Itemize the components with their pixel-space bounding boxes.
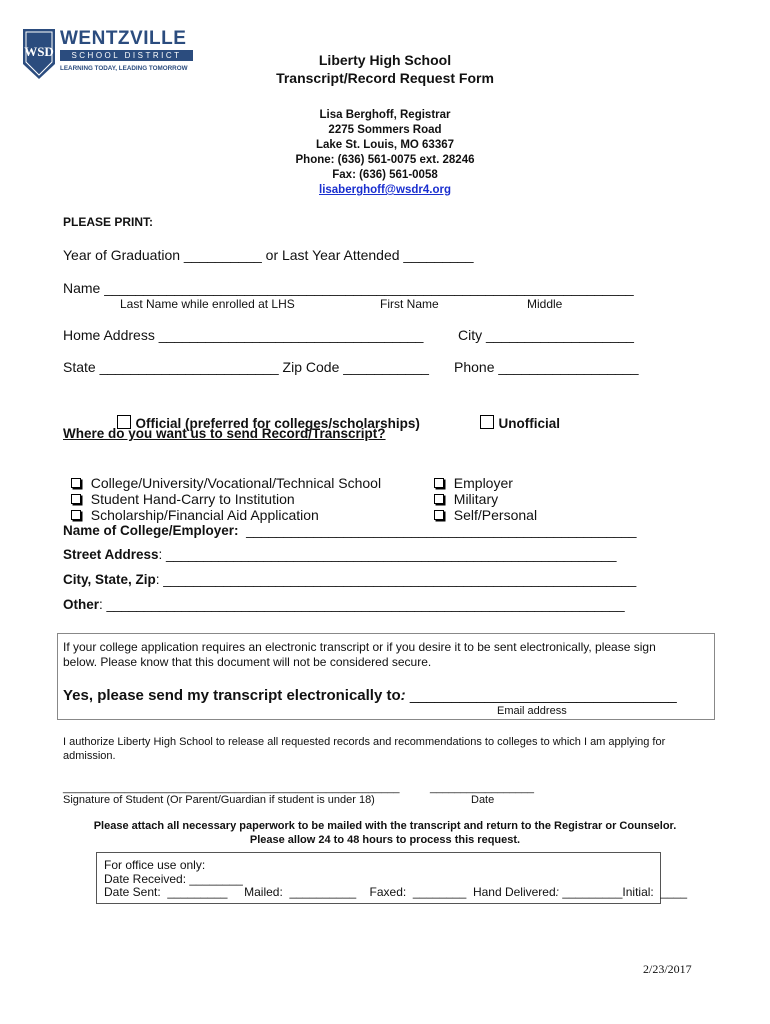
city-field[interactable]: City ___________________: [458, 327, 634, 343]
revision-date: 2/23/2017: [643, 962, 692, 976]
registrar-phone: Phone: (636) 561-0075 ext. 28246: [295, 154, 475, 166]
name-caption-last: Last Name while enrolled at LHS: [120, 297, 295, 311]
registrar-city: Lake St. Louis, MO 63367: [315, 139, 455, 151]
logo-tagline: LEARNING TODAY, LEADING TOMORROW: [60, 65, 188, 72]
option-label: Student Hand-Carry to Institution: [90, 491, 295, 507]
instructions-line2: Please allow 24 to 48 hours to process this request.: [249, 834, 521, 846]
checkbox-icon[interactable]: [71, 510, 81, 520]
logo-subname: SCHOOL DISTRICT: [71, 51, 182, 60]
option-self[interactable]: [426, 491, 537, 523]
official-label: Official (preferred for colleges/scholarships): [135, 416, 420, 431]
logo-name: WENTZVILLE: [60, 28, 187, 49]
name-caption-first: First Name: [380, 297, 439, 311]
state-zip-field[interactable]: State _______________________ Zip Code ___________: [63, 359, 429, 375]
other-line[interactable]: : _____________________________________________________________________: [99, 597, 625, 612]
electronic-note: If your college application requires an electronic transcript or if you desire it to be sent electronically, please sign below. Please know that this document will not be considered secure.: [63, 640, 656, 669]
school-name: Liberty High School: [318, 52, 452, 68]
city-state-zip-label: City, State, Zip: [63, 572, 156, 587]
name-field[interactable]: Name ____________________________________________________________________: [63, 280, 634, 296]
office-dispatch-row: [104, 885, 687, 899]
destination-question: Where do you want us to send Record/Transcript?: [63, 426, 386, 441]
option-label: Self/Personal: [453, 507, 538, 523]
office-date-received: Date Received: ________: [104, 872, 243, 886]
city-state-zip-field[interactable]: [63, 572, 636, 587]
checkbox-icon[interactable]: [434, 510, 444, 520]
option-scholarship[interactable]: [63, 491, 319, 523]
instructions-line1: Please attach all necessary paperwork to be mailed with the transcript and return to the Registrar or Counselor.: [93, 820, 677, 832]
other-label: Other: [63, 597, 100, 612]
option-label: Employer: [453, 475, 513, 491]
unofficial-option[interactable]: [472, 400, 560, 431]
unofficial-checkbox[interactable]: [480, 415, 494, 429]
registrar-email-link[interactable]: lisaberghoff@wsdr4.org: [319, 184, 451, 196]
please-print-label: PLEASE PRINT:: [63, 215, 154, 229]
office-date-sent: Date Sent: _________ Mailed: __________ Faxed: ________ Hand Delivered: [104, 885, 556, 899]
electronic-request-line[interactable]: [63, 687, 677, 704]
phone-field[interactable]: Phone __________________: [454, 359, 639, 375]
email-caption: Email address: [497, 705, 567, 717]
logo-monogram: WSD: [24, 44, 54, 59]
college-employer-field[interactable]: [63, 523, 636, 538]
street-address-line[interactable]: : ____________________________________________________________: [158, 547, 617, 562]
form-title: Transcript/Record Request Form: [276, 70, 494, 86]
electronic-email-line[interactable]: ________________________________: [405, 687, 677, 704]
signature-caption: Signature of Student (Or Parent/Guardian if student is under 18): [63, 794, 375, 806]
home-address-field[interactable]: Home Address __________________________________: [63, 327, 424, 343]
registrar-fax: Fax: (636) 561-0058: [332, 169, 438, 181]
other-field[interactable]: [63, 597, 625, 612]
registrar-street: 2275 Sommers Road: [328, 124, 442, 136]
office-initial: _________Initial: ____: [559, 885, 688, 899]
signature-line[interactable]: _______________________________________________________: [63, 782, 400, 794]
electronic-request-label: Yes, please send my transcript electronically to: [63, 687, 401, 704]
option-label: Scholarship/Financial Aid Application: [90, 507, 319, 523]
graduation-field[interactable]: Year of Graduation __________ or Last Year Attended _________: [63, 247, 474, 263]
unofficial-label: Unofficial: [498, 416, 561, 431]
electronic-request-colon: :: [400, 687, 406, 704]
college-employer-label: Name of College/Employer:: [63, 523, 239, 538]
street-address-label: Street Address: [63, 547, 159, 562]
option-label: Military: [453, 491, 499, 507]
office-hd-colon: :: [555, 885, 559, 899]
registrar-name: Lisa Berghoff, Registrar: [319, 109, 451, 121]
date-line[interactable]: _________________: [430, 782, 535, 794]
office-use-title: For office use only:: [104, 858, 206, 872]
option-label: College/University/Vocational/Technical School: [90, 475, 382, 491]
college-employer-line[interactable]: ____________________________________________________: [246, 523, 637, 538]
city-state-zip-line[interactable]: : _______________________________________________________________: [155, 572, 637, 587]
street-address-field[interactable]: [63, 547, 617, 562]
date-caption: Date: [471, 794, 495, 806]
authorization-text: I authorize Liberty High School to release all requested records and recommendations to colleges to which I am applying for admission.: [63, 736, 666, 762]
name-caption-middle: Middle: [527, 297, 563, 311]
